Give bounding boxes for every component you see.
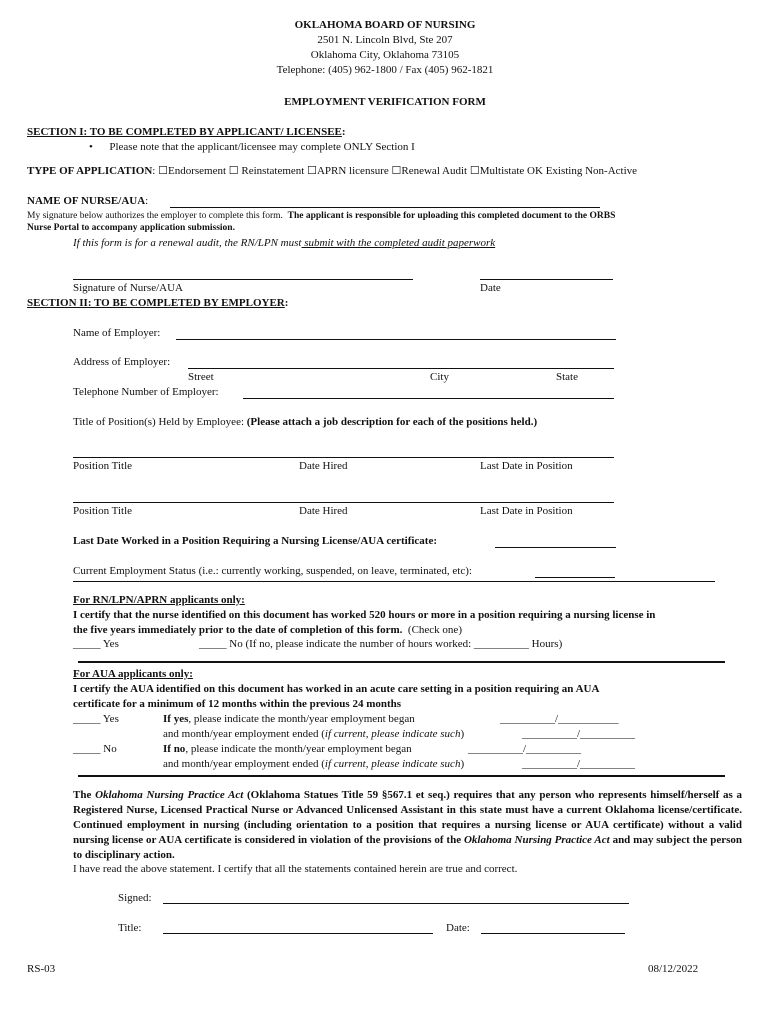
position1-title-label: Position Title (73, 460, 133, 472)
position2-last-date-label: Last Date in Position (480, 505, 573, 517)
authorization-text-2: Nurse Portal to accompany application submission. (27, 223, 235, 233)
title-label: Title: (118, 922, 142, 934)
position-title-label: Title of Position(s) Held by Employee: (Please attach a job description for each of the positions held.) (73, 416, 538, 428)
practice-act-statement: The Oklahoma Nursing Practice Act (Oklahoma Statues Title 59 §567.1 et seq.) requires that any person who represents himself/herself as a Registered Nurse, Licensed Practical Nurse or Advanced Unlicensed Assistant in this state must have a current Oklahoma license/certificate. Continued employment in nursing (including orientation to a position that requires a nursing license or AUA certificate) without a valid nursing license or AUA certificate is considered in violation of the provisions of the Oklahoma Nursing Practice Act and may subject the person to disciplinary action. (73, 789, 743, 861)
employer-name-label: Name of Employer: (73, 327, 161, 339)
aua-no-option[interactable]: _____ No (73, 743, 117, 755)
signature-label: Signature of Nurse/AUA (73, 282, 183, 294)
position2-title-label: Position Title (73, 505, 133, 517)
city-label: City (430, 371, 449, 383)
aua-yes-ended-text: and month/year employment ended (if current, please indicate such) (163, 728, 465, 740)
signed-label: Signed: (118, 892, 152, 904)
employer-phone-label: Telephone Number of Employer: (73, 386, 219, 398)
checkbox-aprn[interactable]: ☐ (307, 165, 317, 177)
org-name: OKLAHOMA BOARD OF NURSING (294, 19, 476, 31)
rn-heading: For RN/LPN/APRN applicants only: (73, 594, 245, 606)
employer-name-field[interactable] (176, 339, 616, 340)
employer-phone-field[interactable] (243, 398, 614, 399)
position2-date-hired-label: Date Hired (299, 505, 348, 517)
signed-field[interactable] (163, 903, 629, 904)
employment-status-field[interactable] (535, 577, 615, 578)
aua-yes-text: If yes, please indicate the month/year employment began (163, 713, 415, 725)
last-worked-label: Last Date Worked in a Position Requiring a Nursing License/AUA certificate: (73, 535, 438, 547)
aua-cert-line2: certificate for a minimum of 12 months within the previous 24 months (73, 698, 402, 710)
nurse-signature-field[interactable] (73, 279, 413, 280)
form-title: EMPLOYMENT VERIFICATION FORM (284, 96, 486, 108)
employer-address-label: Address of Employer: (73, 356, 171, 368)
checkbox-endorsement[interactable]: ☐ (158, 165, 168, 177)
rn-cert-line2: the five years immediately prior to the date of completion of this form. (Check one) (73, 624, 462, 636)
state-label: State (556, 371, 578, 383)
aua-yes-began-field[interactable]: __________/___________ (500, 713, 619, 725)
org-address-line1: 2501 N. Lincoln Blvd, Ste 207 (317, 34, 453, 46)
aua-no-text: If no, please indicate the month/year employment began (163, 743, 412, 755)
date-label: Date (480, 282, 501, 294)
application-type-label: TYPE OF APPLICATION (27, 165, 153, 177)
form-revision-date: 08/12/2022 (648, 963, 699, 975)
application-type-row: TYPE OF APPLICATION: ☐Endorsement ☐ Reinstatement ☐APRN licensure ☐Renewal Audit ☐Multistate OK Existing Non-Active (27, 165, 638, 177)
org-address-line2: Oklahoma City, Oklahoma 73105 (310, 49, 460, 61)
employment-status-label: Current Employment Status (i.e.: currently working, suspended, on leave, terminated, etc): (73, 565, 472, 577)
street-label: Street (188, 371, 214, 383)
employer-date-field[interactable] (481, 933, 625, 934)
aua-cert-line1: I certify the AUA identified on this document has worked in an acute care setting in a position requiring an AUA (73, 683, 600, 695)
section1-heading: SECTION I: TO BE COMPLETED BY APPLICANT/ LICENSEE: (27, 126, 346, 138)
divider-3 (78, 775, 725, 777)
aua-no-ended-text: and month/year employment ended (if current, please indicate such) (163, 758, 465, 770)
form-code: RS-03 (27, 963, 56, 975)
aua-yes-ended-field[interactable]: __________/__________ (522, 728, 636, 740)
position2-field[interactable] (73, 502, 614, 503)
renewal-note: If this form is for a renewal audit, the RN/LPN must submit with the completed audit paperwork (73, 237, 496, 249)
nurse-name-field[interactable] (170, 207, 600, 208)
certify-statement: I have read the above statement. I certify that all the statements contained herein are true and correct. (73, 863, 518, 875)
employer-date-label: Date: (446, 922, 470, 934)
aua-yes-option[interactable]: _____ Yes (73, 713, 119, 725)
rn-cert-line1: I certify that the nurse identified on this document has worked 520 hours or more in a position requiring a nursing license in (73, 609, 656, 621)
divider-1 (73, 581, 715, 582)
aua-heading: For AUA applicants only: (73, 668, 193, 680)
section1-note: • Please note that the applicant/licensee may complete ONLY Section I (89, 141, 415, 153)
title-field[interactable] (163, 933, 433, 934)
checkbox-multistate[interactable]: ☐ (469, 165, 480, 177)
position1-field[interactable] (73, 457, 614, 458)
nurse-name-label: NAME OF NURSE/AUA: (27, 195, 149, 207)
divider-2 (78, 661, 725, 663)
checkbox-renewal[interactable]: ☐ (391, 165, 402, 177)
org-phone: Telephone: (405) 962-1800 / Fax (405) 962-1821 (276, 64, 494, 76)
authorization-text: My signature below authorizes the employer to complete this form. The applicant is responsible for uploading this completed document to the ORBS (27, 211, 616, 221)
aua-no-began-field[interactable]: __________/__________ (468, 743, 582, 755)
checkbox-reinstatement[interactable]: ☐ (228, 165, 239, 177)
rn-no-option[interactable]: _____ No (If no, please indicate the number of hours worked: __________ Hours) (199, 638, 563, 650)
position1-date-hired-label: Date Hired (299, 460, 348, 472)
nurse-date-field[interactable] (480, 279, 613, 280)
position1-last-date-label: Last Date in Position (480, 460, 573, 472)
rn-yes-option[interactable]: _____ Yes (73, 638, 119, 650)
employer-address-field[interactable] (188, 368, 614, 369)
section2-heading: SECTION II: TO BE COMPLETED BY EMPLOYER: (27, 297, 289, 309)
aua-no-ended-field[interactable]: __________/__________ (522, 758, 636, 770)
last-worked-field[interactable] (495, 547, 616, 548)
